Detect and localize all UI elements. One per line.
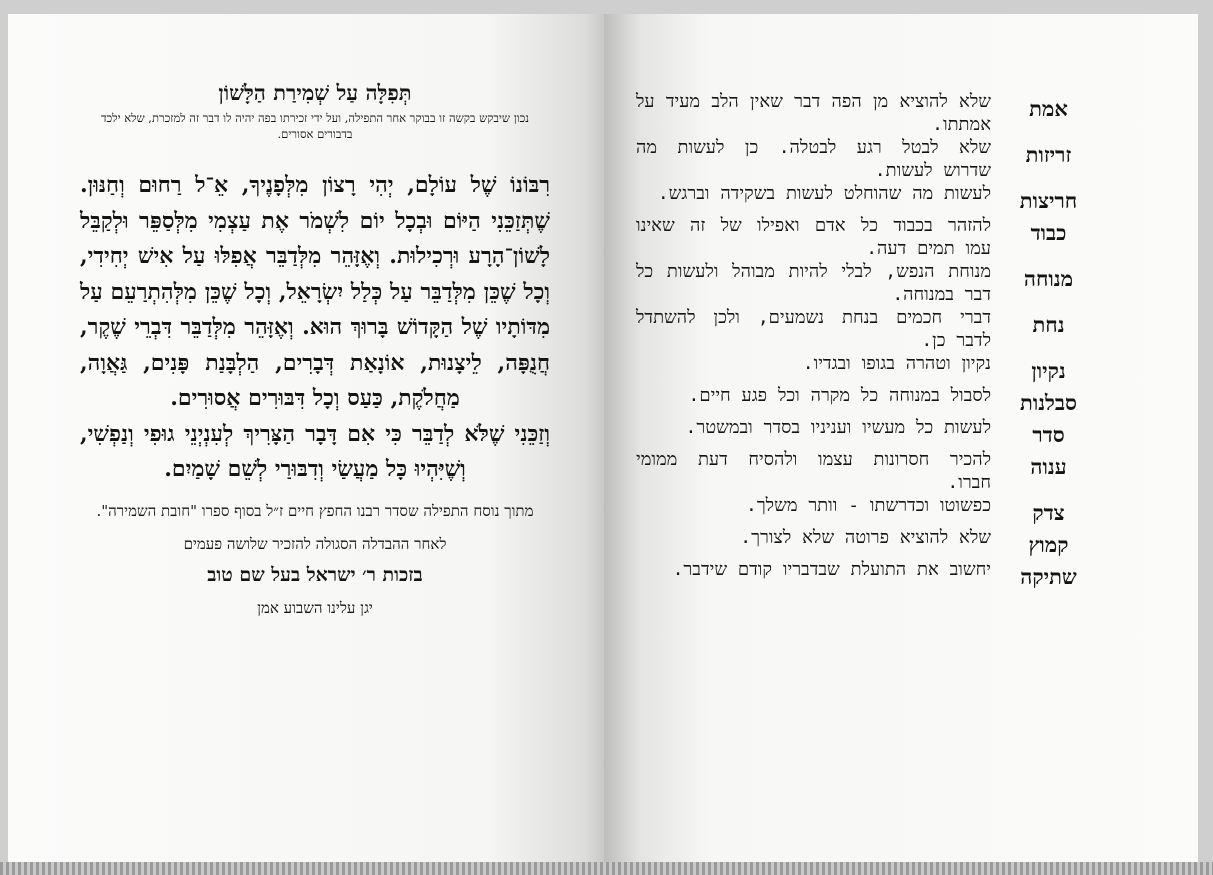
trait-description: מנוחת הנפש, לבלי להיות מבוהל ולעשות כל דבר במנוחה.: [636, 261, 991, 305]
trait-description: נקיון וטהרה בגופו ובגדיו.: [802, 353, 991, 374]
trait-name: קמוץ: [1028, 532, 1069, 557]
trait-description: שלא להוציא מן הפה דבר שאין הלב מעיד על אמתתו.: [636, 91, 991, 135]
trait-row: [636, 90, 1106, 136]
merit-line: בזכות ר׳ ישראל בעל שם טוב: [207, 563, 423, 586]
traits-list: [636, 90, 1106, 590]
trait-name: כבוד: [1030, 220, 1067, 245]
trait-row: [636, 448, 1106, 494]
trait-description: לעשות כל מעשיו ועניניו בסדר ובמשטר.: [685, 417, 991, 438]
trait-name: שתיקה: [1020, 564, 1077, 589]
trait-name: מנוחה: [1023, 266, 1074, 291]
trait-name: ענוה: [1030, 454, 1067, 479]
trait-row: [636, 260, 1106, 306]
trait-name: נחת: [1032, 312, 1065, 337]
trait-name: סבלנות: [1020, 390, 1077, 415]
trait-name: צדק: [1032, 500, 1065, 525]
trait-description: כפשוטו וכדרשתו - וותר משלך.: [745, 495, 991, 516]
trait-row: [636, 526, 1106, 558]
trait-row: [636, 182, 1106, 214]
trait-description: יחשוב את התועלת שבדבריו קודם שידבר.: [672, 559, 991, 580]
trait-name: נקיון: [1031, 358, 1066, 383]
trait-description: שלא להוציא פרוטה שלא לצורך.: [740, 527, 991, 548]
trait-description: להזהר בכבוד כל אדם ואפילו של זה שאינו עמו תמים דעה.: [636, 215, 991, 259]
prayer-subtitle: נכון שיבקש בקשה זו בבוקר אחר התפילה, ועל ידי זכירתו בפה יהיה לו דבר זה למזכרת, שלא ילכד בדבורים אסורים.: [101, 111, 529, 141]
trait-description: להכיר חסרונות עצמו ולהסיח דעת ממומי חברו.: [636, 449, 991, 493]
segula-note: לאחר ההבדלה הסגולה להזכיר שלושה פעמים: [183, 534, 447, 553]
prayer-paragraph: וְזַכֵּנִי שֶׁלֹּא לְדַבֵּר כִּי אִם דָּבָר הַצָּרִיךְ לְעִנְיְנֵי גוּפִי וְנַפְשִׁי, וְשֶׁיִּהְיוּ כָּל מַעֲשַׂי וְדִבּוּרַי לְשֵׁם שָׁמַיִם.: [80, 420, 550, 482]
trait-description: דברי חכמים בנחת נשמעים, ולכן להשתדל לדבר כן.: [636, 307, 991, 351]
trait-name: חריצות: [1019, 188, 1078, 213]
trait-name: זריזות: [1025, 142, 1072, 167]
trait-row: [636, 558, 1106, 590]
page-edge: [0, 862, 1213, 875]
prayer-source-note: מתוך נוסח התפילה שסדר רבנו החפץ חיים ז״ל בסוף ספרו "חובת השמירה".: [96, 501, 534, 520]
trait-name: סדר: [1032, 422, 1065, 447]
trait-row: [636, 306, 1106, 352]
trait-row: [636, 416, 1106, 448]
trait-description: לסבול במנוחה כל מקרה וכל פגע חיים.: [688, 385, 991, 406]
trait-row: [636, 214, 1106, 260]
closing-line: יגן עלינו השבוע אמן: [257, 598, 373, 617]
trait-row: [636, 136, 1106, 182]
trait-row: [636, 494, 1106, 526]
prayer-title: תְּפִלָּה עַל שְׁמִירַת הַלָּשׁוֹן: [218, 80, 412, 105]
trait-description: לעשות מה שהוחלט לעשות בשקידה וברגש.: [657, 183, 991, 204]
prayer-section: [80, 80, 550, 618]
trait-name: אמת: [1029, 96, 1068, 121]
prayer-body: [80, 168, 550, 488]
trait-row: [636, 352, 1106, 384]
trait-row: [636, 384, 1106, 416]
prayer-paragraph: רִבּוֹנוֹ שֶׁל עוֹלָם, יְהִי רָצוֹן מִלְּפָנֶיךָ, אֵ־ל רַחוּם וְחַנּוּן. שֶׁתְּזַכֵּנִי הַיּוֹם וּבְכָל יוֹם לִשְׁמֹר אֶת עַצְמִי מִלְּסַפֵּר וּלְקַבֵּל לָשׁוֹן־הָרָע וּרְכִילוּת. וְאֶזָּהֵר מִלְּדַבֵּר אֲפִלּוּ עַל אִישׁ יְחִידִי, וְכָל שֶׁכֵּן מִלְּדַבֵּר עַל כְּלַל יִשְׂרָאֵל, וְכָל שֶׁכֵּן מִלְּהִתְרַעֵם עַל מִדּוֹתָיו שֶׁל הַקָּדוֹשׁ בָּרוּךְ הוּא. וְאֶזָּהֵר מִלְּדַבֵּר דִּבְרֵי שֶׁקֶר, חֲנֻפָּה, לֵיצָנוּת, אוֹנָאַת דְּבָרִים, הַלְבָּנַת פָּנִים, גַּאֲוָה, מַחֲלֹקֶת, כַּעַס וְכָל דִּבּוּרִים אֲסוּרִים.: [80, 172, 550, 411]
trait-description: שלא לבטל רגע לבטלה. כן לעשות מה שדרוש לעשות.: [636, 137, 991, 181]
